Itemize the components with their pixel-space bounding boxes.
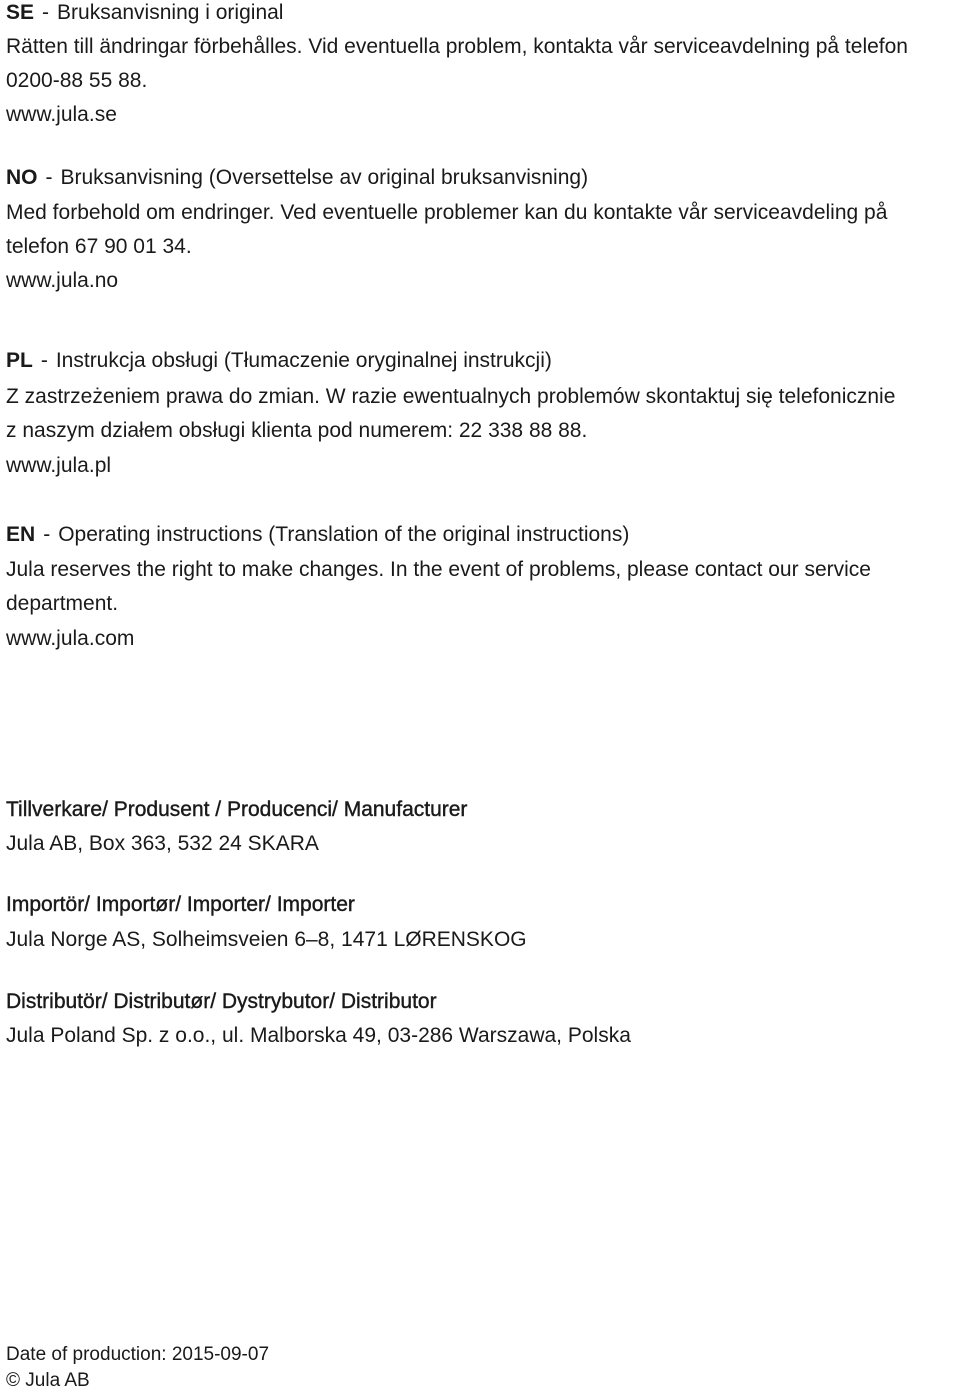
separator: -: [43, 523, 51, 546]
copyright-notice: © Jula AB: [6, 1370, 90, 1391]
separator: -: [42, 1, 50, 24]
section-no-line-2: telefon 67 90 01 34.: [6, 235, 192, 258]
section-se-line-2: 0200-88 55 88.: [6, 69, 148, 92]
section-no-website-link[interactable]: www.jula.no: [6, 269, 119, 292]
language-code: PL: [6, 349, 33, 372]
section-title: Instrukcja obsługi (Tłumaczenie oryginalnej instrukcji): [55, 349, 552, 372]
importer-heading: Importör/ Importør/ Importer/ Importer: [6, 893, 355, 916]
distributor-address: Jula Poland Sp. z o.o., ul. Malborska 49, 03-286 Warszawa, Polska: [6, 1024, 631, 1047]
language-code: SE: [6, 1, 35, 24]
section-title: Bruksanvisning (Oversettelse av original bruksanvisning): [60, 166, 589, 189]
section-title: Bruksanvisning i original: [57, 1, 284, 24]
distributor-heading: Distributör/ Distributør/ Dystrybutor/ Distributor: [6, 990, 437, 1013]
section-title: Operating instructions (Translation of the original instructions): [58, 523, 630, 546]
manufacturer-address: Jula AB, Box 363, 532 24 SKARA: [6, 832, 319, 855]
section-pl-website-link[interactable]: www.jula.pl: [6, 454, 112, 477]
section-no-line-1: Med forbehold om endringer. Ved eventuelle problemer kan du kontakte vår serviceavdeling på: [6, 201, 888, 224]
importer-address: Jula Norge AS, Solheimsveien 6–8, 1471 LØRENSKOG: [6, 928, 527, 951]
section-no-heading: [6, 165, 588, 191]
section-en-line-1: Jula reserves the right to make changes. In the event of problems, please contact our service: [6, 558, 871, 581]
section-en-website-link[interactable]: www.jula.com: [6, 627, 135, 650]
section-en-heading: [6, 522, 629, 548]
language-code: EN: [6, 523, 36, 546]
production-date: Date of production: 2015-09-07: [6, 1344, 270, 1365]
language-code: NO: [6, 166, 38, 189]
separator: -: [45, 166, 53, 189]
separator: -: [40, 349, 48, 372]
section-pl-heading: [6, 348, 552, 374]
manufacturer-heading: Tillverkare/ Produsent / Producenci/ Manufacturer: [6, 798, 468, 821]
section-se-line-1: Rätten till ändringar förbehålles. Vid eventuella problem, kontakta vår serviceavdelning på telefon: [6, 35, 908, 58]
section-se-website-link[interactable]: www.jula.se: [6, 103, 117, 126]
section-pl-line-1: Z zastrzeżeniem prawa do zmian. W razie ewentualnych problemów skontaktuj się telefonicznie: [6, 385, 896, 408]
section-pl-line-2: z naszym działem obsługi klienta pod numerem: 22 338 88 88.: [6, 419, 588, 442]
section-se-heading: [6, 0, 283, 26]
section-en-line-2: department.: [6, 592, 119, 615]
